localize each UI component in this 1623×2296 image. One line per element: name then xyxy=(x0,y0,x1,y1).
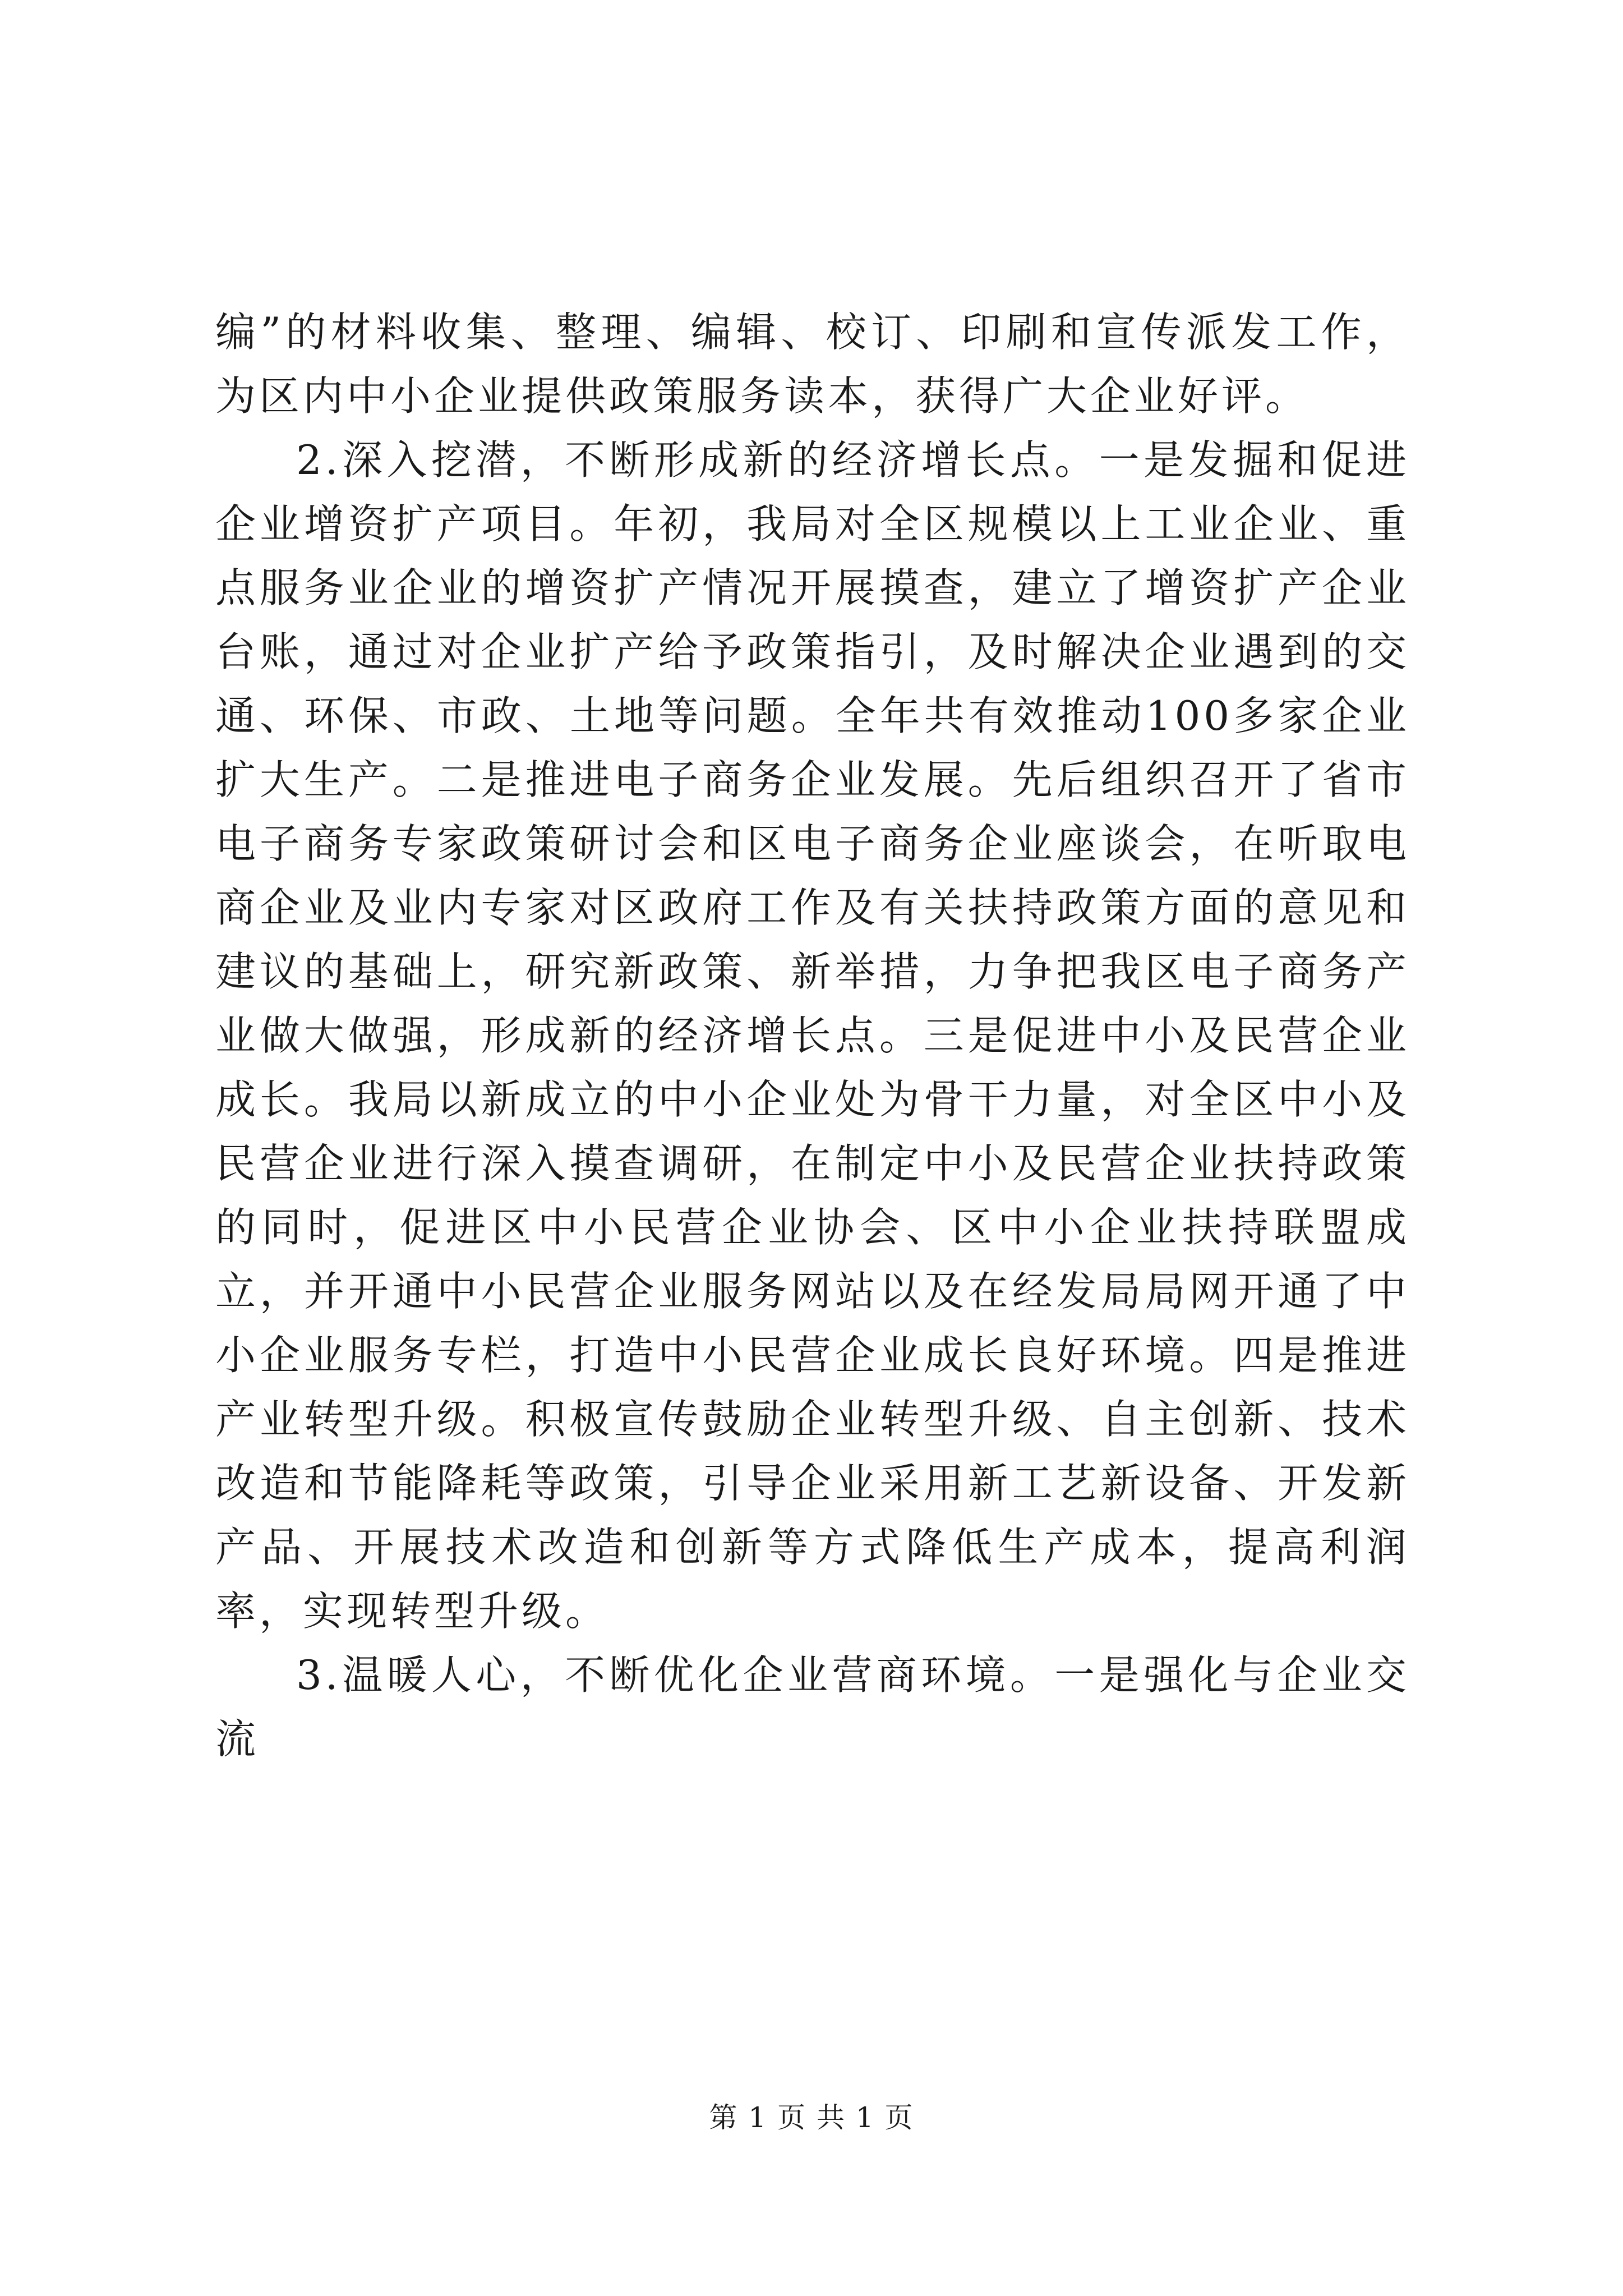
paragraph-section-3: 3.温暖人心，不断优化企业营商环境。一是强化与企业交流 xyxy=(215,1651,1410,1763)
paragraph-continuation: 编”的材料收集、整理、编辑、校订、印刷和宣传派发工作，为区内中小企业提供政策服务读本，获得广大企业好评。 xyxy=(215,309,1410,420)
paragraph-section-2: 2.深入挖潜，不断形成新的经济增长点。一是发掘和促进企业增资扩产项目。年初，我局对全区规模以上工业企业、重点服务业企业的增资扩产情况开展摸查，建立了增资扩产企业台账，通过对企业扩产给予政策指引，及时解决企业遇到的交通、环保、市政、土地等问题。全年共有效推动100多家企业扩大生产。二是推进电子商务企业发展。先后组织召开了省市电子商务专家政策研讨会和区电子商务企业座谈会，在听取电商企业及业内专家对区政府工作及有关扶持政策方面的意见和建议的基础上，研究新政策、新举措，力争把我区电子商务产业做大做强，形成新的经济增长点。三是促进中小及民营企业成长。我局以新成立的中小企业处为骨干力量，对全区中小及民营企业进行深入摸查调研，在制定中小及民营企业扶持政策的同时，促进区中小民营企业协会、区中小企业扶持联盟成立，并开通中小民营企业服务网站以及在经发局局网开通了中小企业服务专栏，打造中小民营企业成长良好环境。四是推进产业转型升级。积极宣传鼓励企业转型升级、自主创新、技术改造和节能降耗等政策，引导企业采用新工艺新设备、开发新产品、开展技术改造和创新等方式降低生产成本，提高利润率，实现转型升级。 xyxy=(215,436,1410,1635)
page-footer: 第 1 页 共 1 页 xyxy=(709,2101,914,2134)
document-body xyxy=(215,300,1410,1771)
